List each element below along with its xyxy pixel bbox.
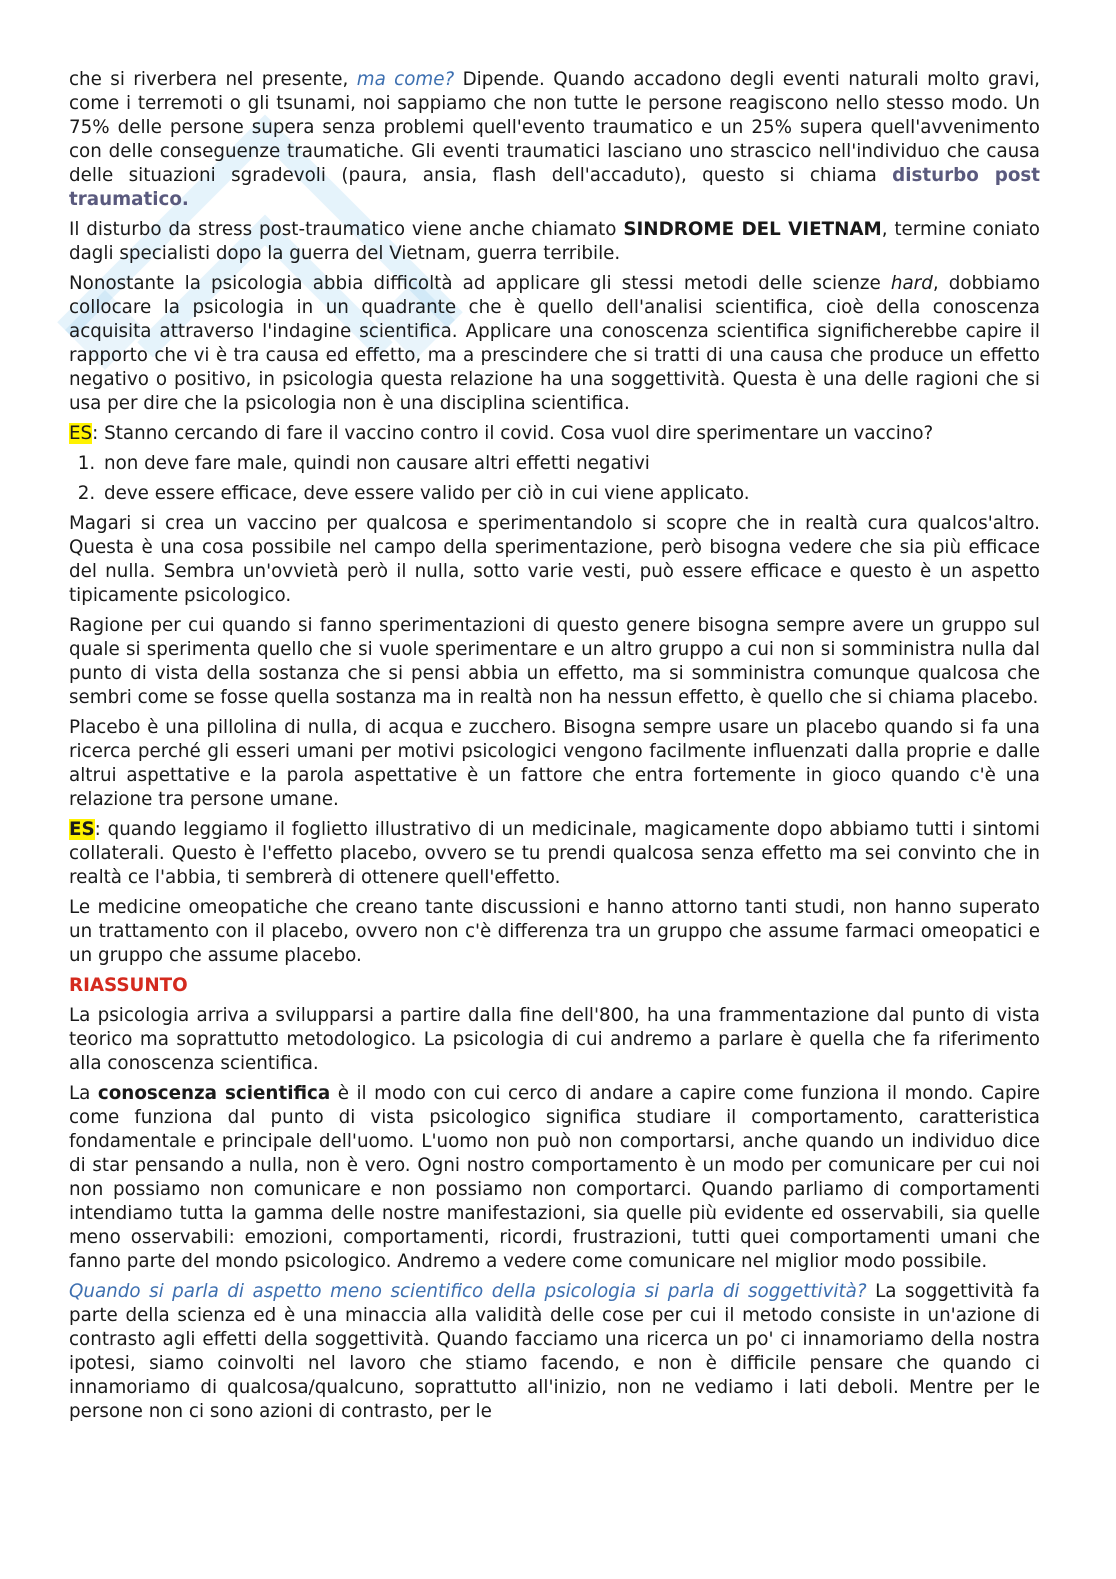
term-hard: hard: [890, 273, 933, 294]
example-tag: ES: [69, 819, 95, 840]
paragraph-riassunto: La psicologia arriva a svilupparsi a partire dalla fine dell'800, ha una frammentazione dal punto di vista teorico ma soprattutto metodologico. La psicologia di cui andremo a parlare è quella che fa riferimento alla conoscenza scientifica.: [69, 1005, 1040, 1074]
paragraph-gruppo: Ragione per cui quando si fanno sperimentazioni di questo genere bisogna sempre avere un gruppo sul quale si sperimenta quello che si vuole sperimentare e un altro gruppo a cui non si somministra nulla dal punto di vista della sostanza che si pensi abbia un effetto, ma si somministra comunque qualcosa che sembri come se fosse quella sostanza ma in realtà non ha nessun effetto, è quello che si chiama placebo.: [69, 615, 1040, 708]
list-item: 1. non deve fare male, quindi non causare altri effetti negativi: [101, 452, 1040, 476]
text-span: , dobbiamo collocare la psicologia in un quadrante che è quello dell'analisi scientifica, cioè della conoscenza acquisita attraverso l'indagine scientifica. Applicare una conoscenza scientifica significherebbe capire il rapporto che vi è tra causa ed effetto, ma a prescindere che si tratti di una causa che produce un effetto negativo o positivo, in psicologia questa relazione ha una soggettività. Questa è una delle ragioni che si usa per dire che la psicologia non è una disciplina scientifica.: [69, 273, 1040, 414]
paragraph-omeopatiche: Le medicine omeopatiche che creano tante discussioni e hanno attorno tanti studi, non hanno superato un trattamento con il placebo, ovvero non c'è differenza tra un gruppo che assume farmaci omeopatici e un gruppo che assume placebo.: [69, 897, 1040, 966]
paragraph-soggettivita: [69, 1280, 1040, 1424]
text-span: : Stanno cercando di fare il vaccino contro il covid. Cosa vuol dire sperimentare un vaccino?: [92, 423, 934, 444]
text-span: , termine coniato dagli specialisti dopo la guerra del Vietnam, guerra terribile.: [69, 219, 1040, 264]
text-span: Il disturbo da stress post-traumatico viene anche chiamato: [69, 219, 624, 240]
text-span: è il modo con cui cerco di andare a capire come funziona il mondo. Capire come funziona dal punto di vista psicologico significa studiare il comportamento, caratteristica fondamentale e principale dell'uomo. L'uomo non può non comportarsi, anche quando un individuo dice di star pensando a nulla, non è vero. Ogni nostro comportamento è un modo per comunicare per cui noi non possiamo non comunicare e non possiamo non comportarci. Quando parliamo di comportamenti intendiamo tutta la gamma delle nostre manifestazioni, sia quelle più evidente ed osservabili, sia quelle meno osservabili: emozioni, comportamenti, ricordi, frustrazioni, tutti quei comportamenti umani che fanno parte del mondo psicologico. Andremo a vedere come comunicare nel miglior modo possibile.: [69, 1083, 1040, 1272]
term-disturbo-post-traumatico: disturbo post traumatico.: [69, 165, 1041, 210]
list-item: 2. deve essere efficace, deve essere valido per ciò in cui viene applicato.: [101, 482, 1040, 506]
text-span: che si riverbera nel presente,: [69, 69, 357, 90]
term-sindrome-vietnam: SINDROME DEL VIETNAM: [623, 219, 882, 240]
inline-question: Quando si parla di aspetto meno scientifico della psicologia si parla di soggettività?: [69, 1281, 867, 1302]
numbered-list: [69, 452, 1040, 506]
section-heading: RIASSUNTO: [69, 975, 188, 996]
text-span: Nonostante la psicologia abbia difficoltà ad applicare gli stessi metodi delle scienze: [69, 273, 891, 294]
inline-question: ma come?: [356, 69, 455, 90]
paragraph-placebo: Placebo è una pillolina di nulla, di acqua e zucchero. Bisogna sempre usare un placebo quando si fa una ricerca perché gli esseri umani per motivi psicologici vengono facilmente influenzati dalla proprie e dalle altrui aspettative e la parola aspettative è un fattore che entra fortemente in gioco quando c'è una relazione tra persone umane.: [69, 717, 1040, 810]
text-span: : quando leggiamo il foglietto illustrativo di un medicinale, magicamente dopo abbiamo tutti i sintomi collaterali. Questo è l'effetto placebo, ovvero se tu prendi qualcosa senza effetto ma sei convinto che in realtà ce l'abbia, ti sembrerà di ottenere quell'effetto.: [69, 819, 1040, 888]
paragraph-sperimentazione: Magari si crea un vaccino per qualcosa e sperimentandolo si scopre che in realtà cura qualcos'altro. Questa è una cosa possibile nel campo della sperimentazione, però bisogna vedere che sia più efficace del nulla. Sembra un'ovvietà però il nulla, sotto varie vesti, può essere efficace e questo è un aspetto tipicamente psicologico.: [69, 513, 1040, 606]
document-page: [69, 68, 1040, 1430]
paragraph-trauma: [69, 68, 1040, 212]
paragraph-scientific: [69, 272, 1040, 416]
paragraph-example-foglietto: [69, 818, 1040, 890]
term-conoscenza-scientifica: conoscenza scientifica: [97, 1083, 331, 1104]
example-tag: ES: [69, 423, 93, 444]
text-span: La: [69, 1083, 98, 1104]
paragraph-sindrome: [69, 218, 1040, 266]
paragraph-example-vaccine: [69, 422, 1040, 446]
text-span: Dipende. Quando accadono degli eventi naturali molto gravi, come i terremoti o gli tsunami, noi sappiamo che non tutte le persone reagiscono nello stesso modo. Un 75% delle persone supera senza problemi quell'evento traumatico e un 25% supera quell'avvenimento con delle conseguenze traumatiche. Gli eventi traumatici lasciano uno strascico nell'individuo che causa delle situazioni sgradevoli (paura, ansia, flash dell'accaduto), questo si chiama: [69, 69, 1040, 186]
text-span: La soggettività fa parte della scienza ed è una minaccia alla validità delle cose per cui il metodo consiste in un'azione di contrasto agli effetti della soggettività. Quando facciamo una ricerca un po' ci innamoriamo della nostra ipotesi, siamo coinvolti nel lavoro che stiamo facendo, e non è difficile pensare che quando ci innamoriamo di qualcosa/qualcuno, soprattutto all'inizio, non ne vediamo i lati deboli. Mentre per le persone non ci sono azioni di contrasto, per le: [69, 1281, 1040, 1422]
paragraph-conoscenza: [69, 1082, 1040, 1274]
